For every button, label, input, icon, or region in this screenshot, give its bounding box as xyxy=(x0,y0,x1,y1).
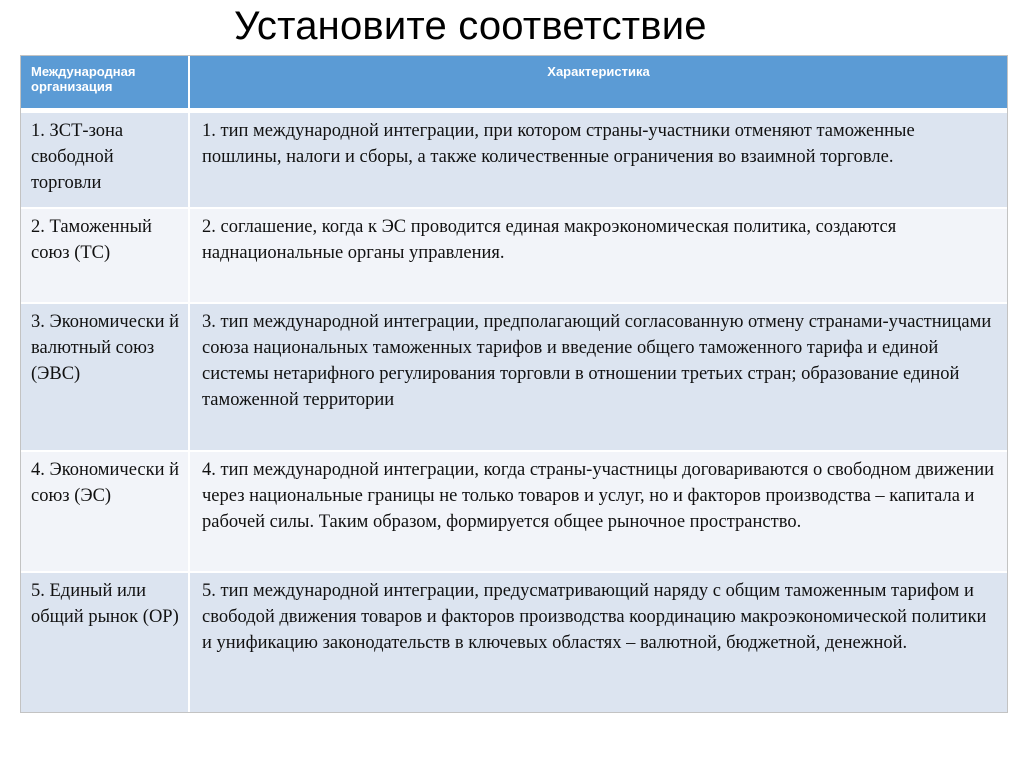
table-row xyxy=(21,302,1007,449)
organization-cell: 2. Таможенный союз (ТС) xyxy=(21,207,188,303)
matching-table xyxy=(20,55,1008,713)
characteristic-cell: 4. тип международной интеграции, когда страны-участницы договариваются о свободном движении через национальные границы не только товаров и услуг, но и факторов производства – капитала и рабочей силы. Таким образом, формируется общее рыночное пространство. xyxy=(188,450,1007,571)
characteristic-cell: 1. тип международной интеграции, при котором страны-участники отменяют таможенные пошлины, налоги и сборы, а также количественные ограничения во взаимной торговле. xyxy=(188,111,1007,207)
organization-cell: 4. Экономически й союз (ЭС) xyxy=(21,450,188,571)
organization-cell: 5. Единый или общий рынок (ОР) xyxy=(21,571,188,712)
table-row xyxy=(21,571,1007,712)
header-characteristic: Характеристика xyxy=(188,56,1007,111)
table-row xyxy=(21,111,1007,207)
organization-cell: 1. ЗСТ-зона свободной торговли xyxy=(21,111,188,207)
slide-title: Установите соответствие xyxy=(234,4,707,48)
table-row xyxy=(21,450,1007,571)
organization-cell: 3. Экономически й валютный союз (ЭВС) xyxy=(21,302,188,449)
header-organization: Международная организация xyxy=(21,56,188,111)
table-row xyxy=(21,207,1007,303)
characteristic-cell: 3. тип международной интеграции, предполагающий согласованную отмену странами-участницами союза национальных таможенных тарифов и введение общего таможенного тарифа и единой системы нетарифного регулирования торговли в отношении третьих стран; образование единой таможенной территории xyxy=(188,302,1007,449)
characteristic-cell: 2. соглашение, когда к ЭС проводится единая макроэкономическая политика, создаются наднациональные органы управления. xyxy=(188,207,1007,303)
table-header-row xyxy=(21,56,1007,111)
characteristic-cell: 5. тип международной интеграции, предусматривающий наряду с общим таможенным тарифом и свободой движения товаров и факторов производства координацию макроэкономической политики и унификацию законодательств в ключевых областях – валютной, бюджетной, денежной. xyxy=(188,571,1007,712)
